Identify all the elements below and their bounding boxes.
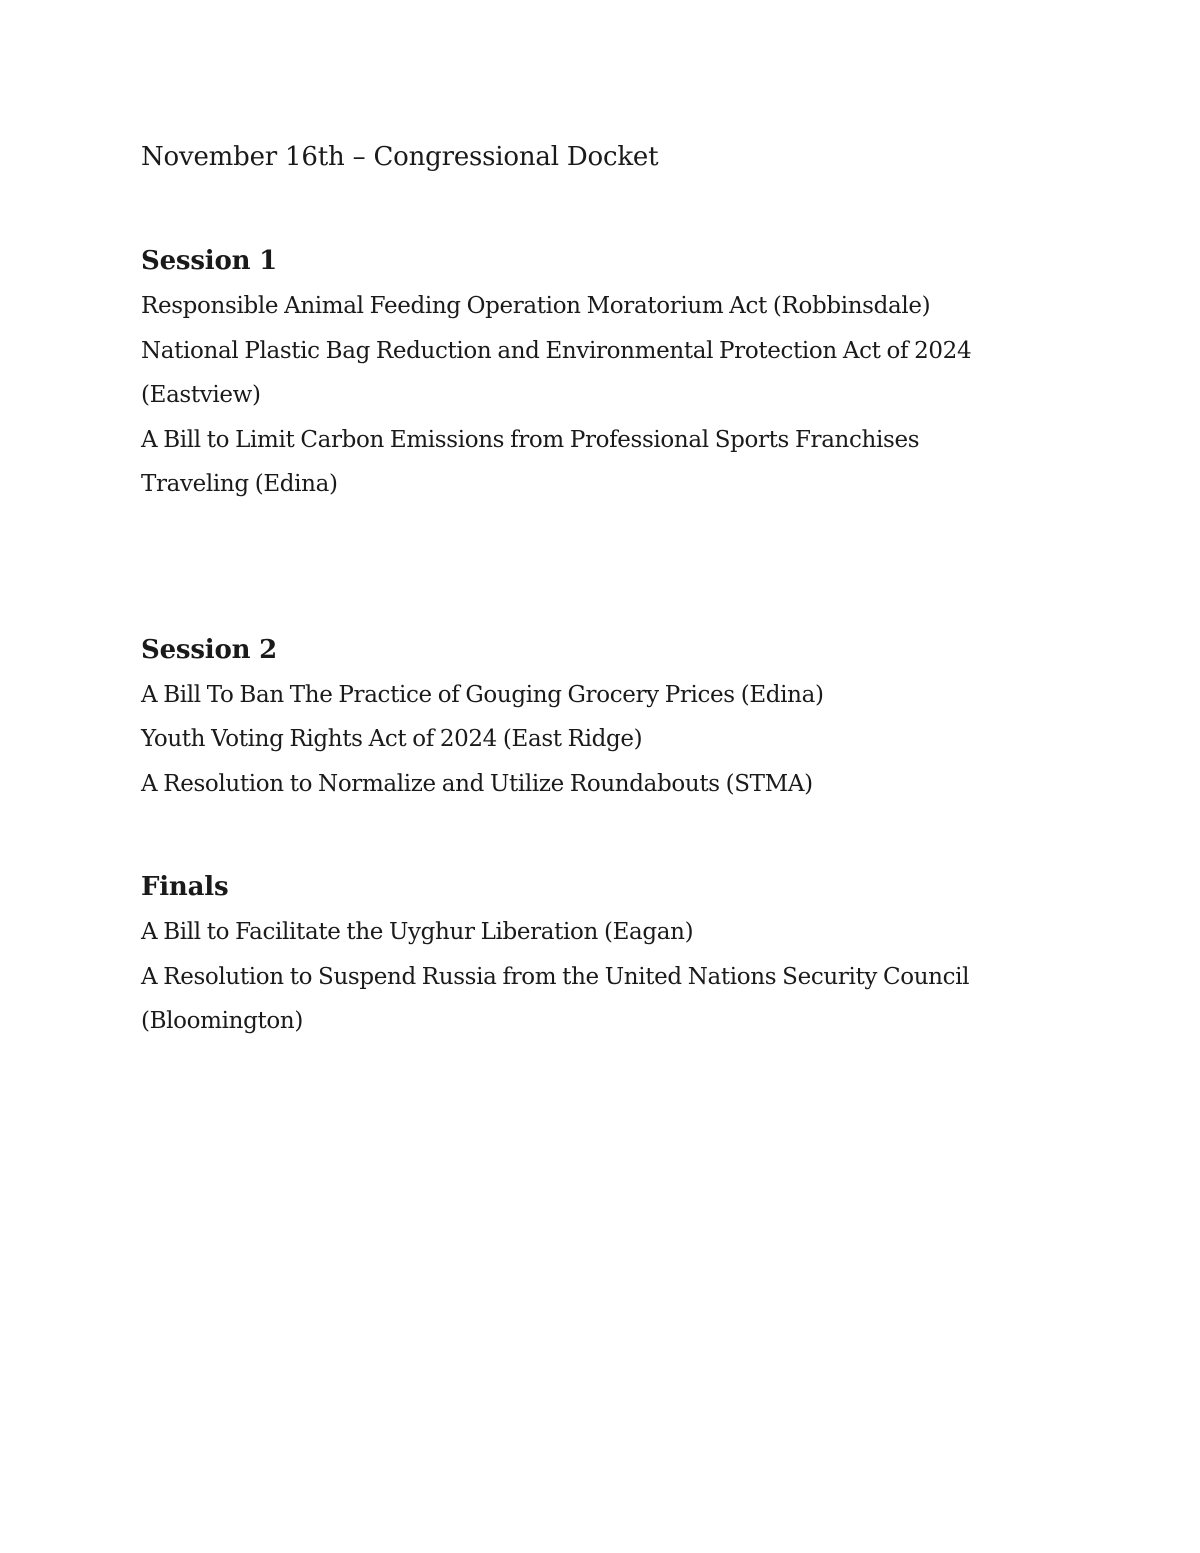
- docket-item: A Bill To Ban The Practice of Gouging Grocery Prices (Edina): [141, 681, 824, 708]
- document-body: [141, 134, 1021, 1044]
- finals-section: [141, 864, 1021, 1044]
- docket-item: A Resolution to Suspend Russia from the United Nations Security Council (Bloomington): [141, 963, 970, 1034]
- docket-item: National Plastic Bag Reduction and Environmental Protection Act of 2024 (Eastview): [141, 337, 972, 408]
- session-2-section: [141, 627, 1021, 807]
- docket-item: A Resolution to Normalize and Utilize Roundabouts (STMA): [141, 770, 813, 797]
- session-1-section: [141, 238, 1021, 507]
- docket-list: [141, 910, 1021, 1044]
- docket-list: [141, 284, 1021, 507]
- docket-item: A Bill to Limit Carbon Emissions from Professional Sports Franchises Traveling (Edina): [141, 426, 920, 497]
- document-title: November 16th – Congressional Docket: [141, 142, 659, 172]
- docket-item: Responsible Animal Feeding Operation Moratorium Act (Robbinsdale): [141, 293, 931, 319]
- docket-list: [141, 673, 1021, 807]
- section-heading: Session 1: [141, 246, 278, 276]
- docket-item: Youth Voting Rights Act of 2024 (East Ridge): [141, 726, 643, 752]
- docket-item: A Bill to Facilitate the Uyghur Liberation (Eagan): [141, 919, 694, 945]
- section-heading: Finals: [141, 872, 229, 902]
- section-heading: Session 2: [141, 634, 278, 665]
